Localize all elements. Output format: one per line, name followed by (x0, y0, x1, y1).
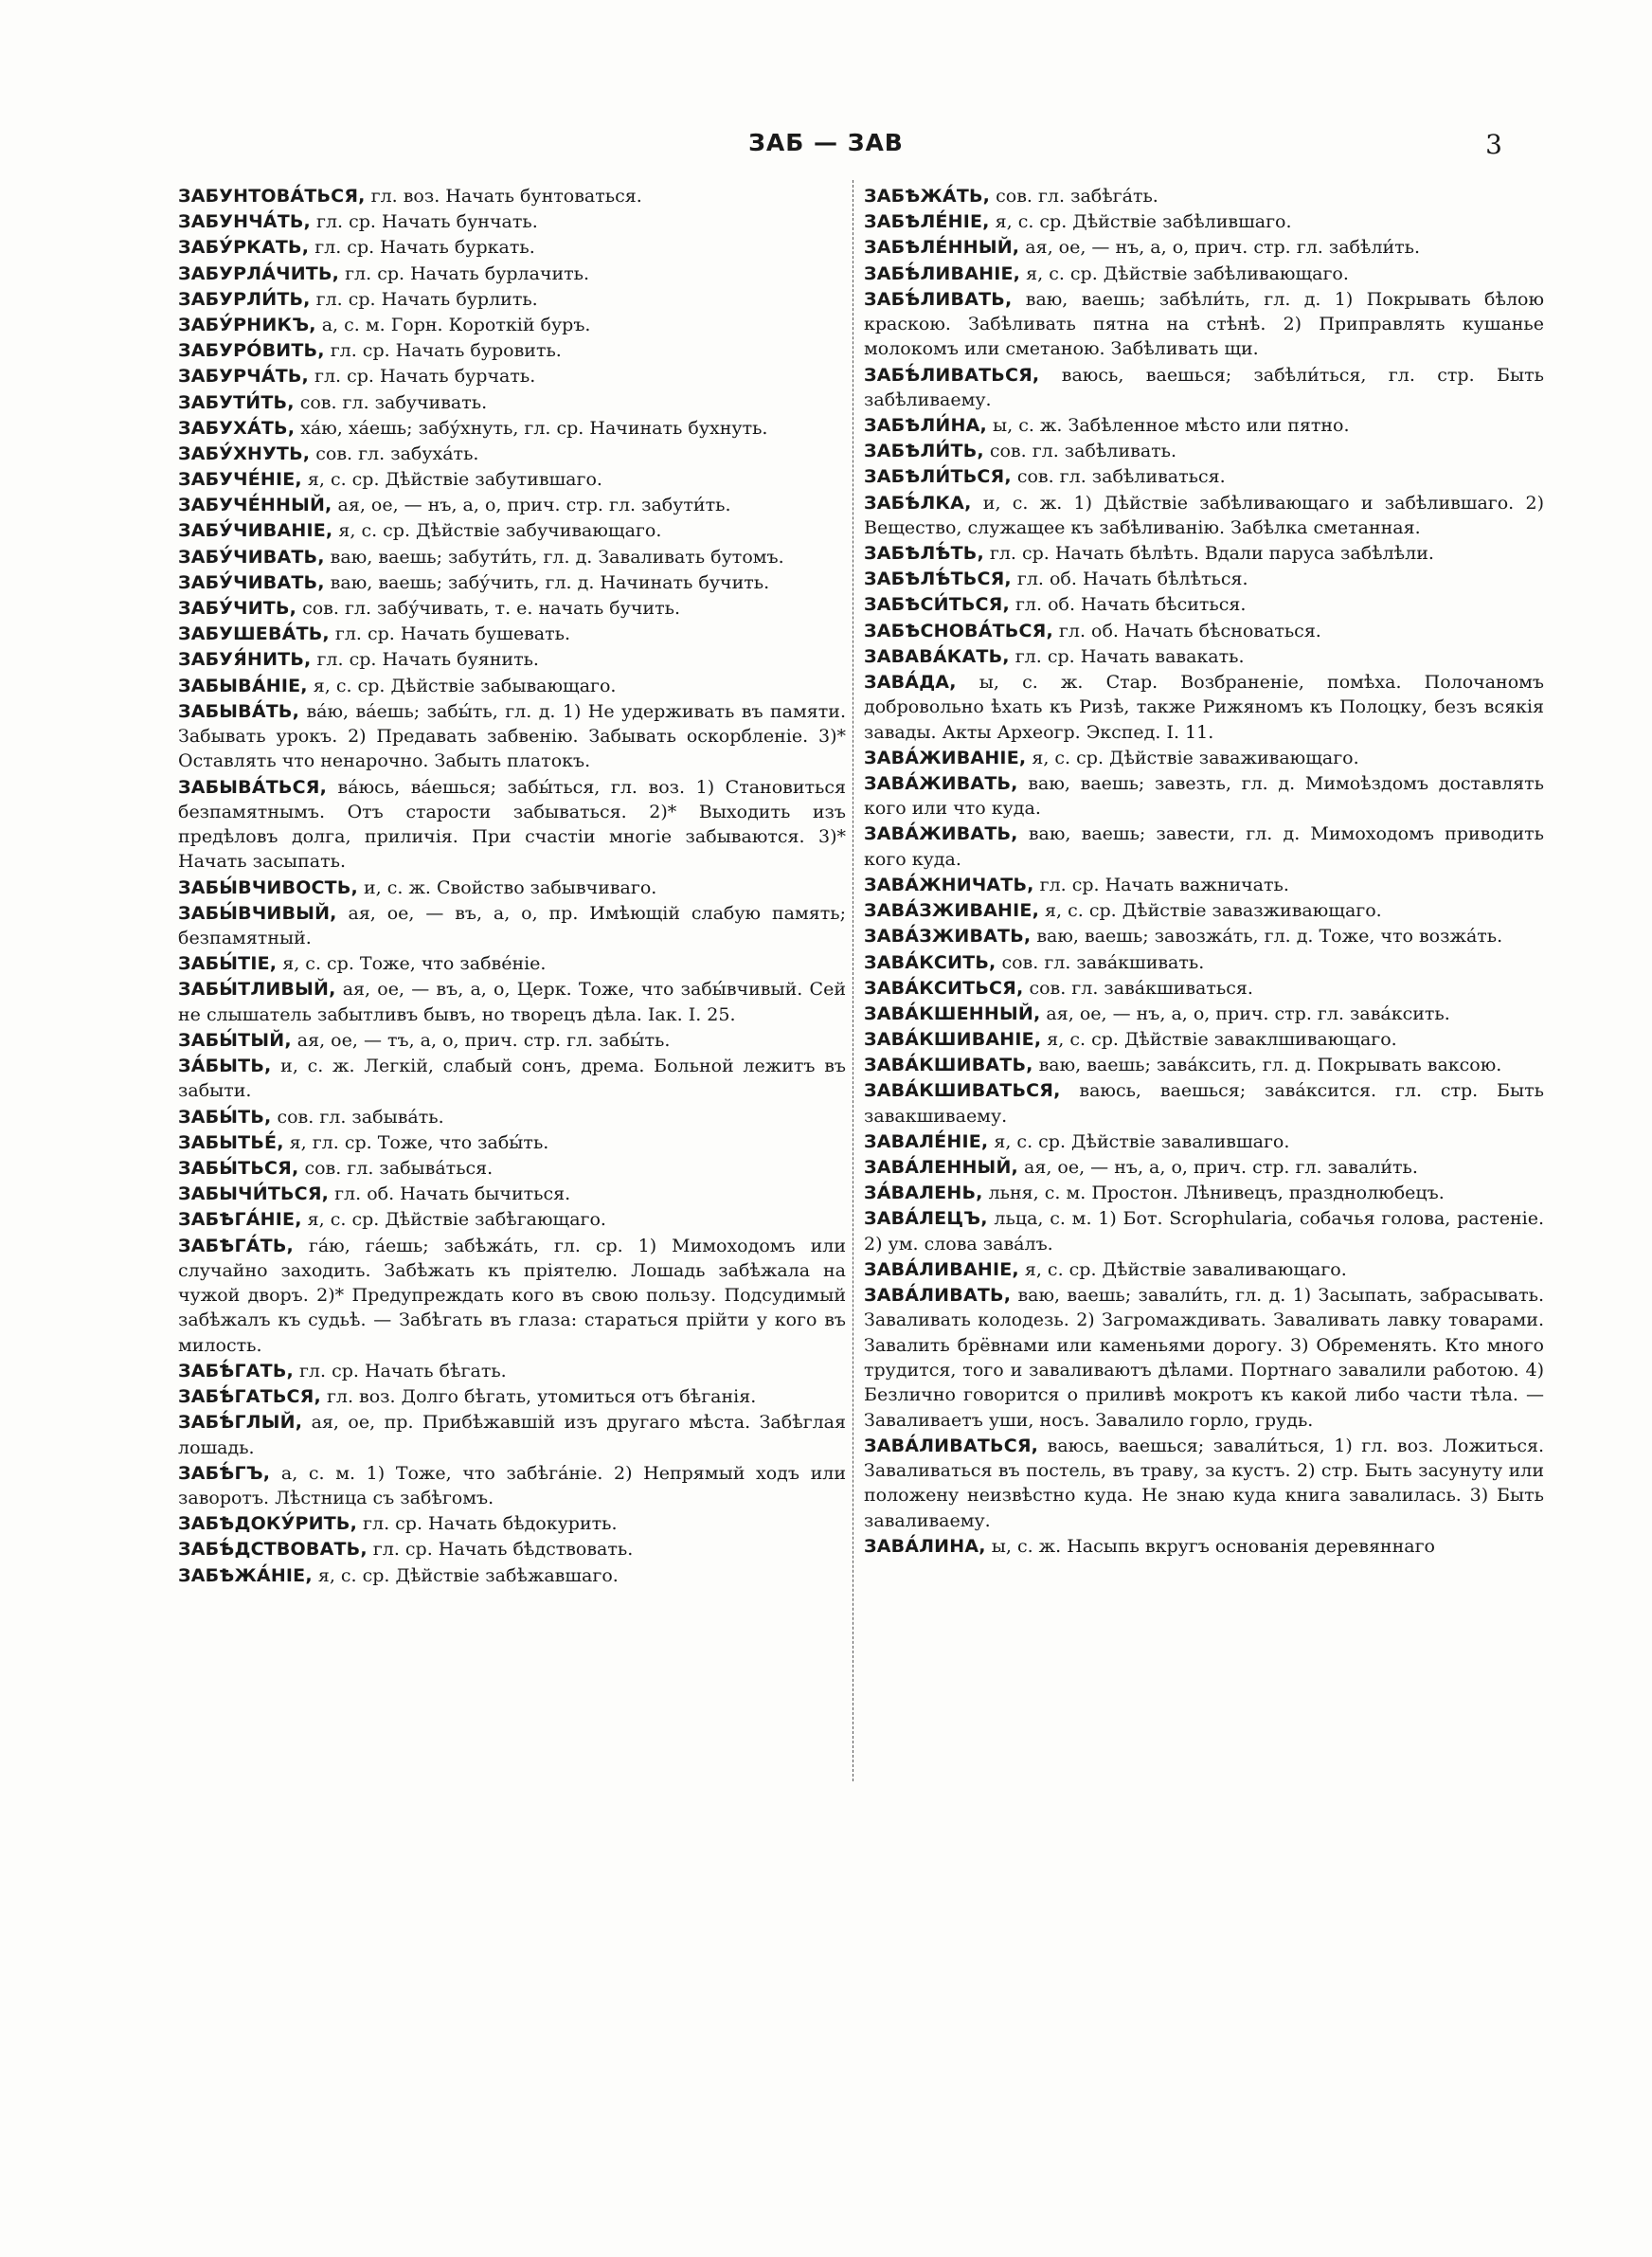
entry-headword: ЗАБѢ́ГАТЬ, (178, 1360, 294, 1381)
entry-headword: ЗАБЫ́ТЬСЯ, (178, 1158, 299, 1179)
entry-headword: ЗАВА́ЖИВАТЬ, (864, 823, 1018, 845)
dictionary-entry (178, 1130, 846, 1155)
entry-definition: ая, ое, — нъ, а, о, прич. стр. гл. зава́ксить. (1040, 1002, 1450, 1024)
entry-definition: ы, с. ж. Насыпь вкругъ основанія деревяннаго (985, 1535, 1435, 1557)
dictionary-entry (178, 467, 846, 492)
dictionary-entry (178, 1384, 846, 1409)
dictionary-entry (864, 413, 1544, 438)
dictionary-entry (864, 184, 1544, 208)
dictionary-entry (864, 950, 1544, 975)
dictionary-entry (864, 541, 1544, 566)
dictionary-entry (178, 1461, 846, 1511)
dictionary-entry (864, 644, 1544, 669)
entry-definition: гл. об. Начать бѣситься. (1009, 594, 1247, 616)
entry-headword: ЗАБѢСНОВА́ТЬСЯ, (864, 620, 1053, 641)
dictionary-entry (864, 439, 1544, 463)
entry-definition: ваю, ваешь; забу́чить, гл. д. Начинать бучить. (324, 571, 770, 593)
entry-definition: ваю, ваешь; завести, гл. д. Мимоходомъ приводить кого куда. (864, 823, 1544, 870)
entry-headword: ЗАБУРЧА́ТЬ, (178, 366, 309, 388)
entry-definition: га́ю, га́ешь; забѣжа́ть, гл. ср. 1) Мимоходомъ или случайно заходить. Забѣжать къ пріятелю. Лошадь забѣжала на чужой дворъ. 2)* Предупреждать кого въ свою пользу. Подсудимый забѣжалъ къ судьѣ. — Забѣгать въ глаза: стараться прійти у кого въ милость. (178, 1235, 846, 1356)
dictionary-entry (864, 1434, 1544, 1533)
right-column (864, 184, 1544, 1560)
entry-headword: ЗАБЫТЬЕ́, (178, 1131, 284, 1153)
dictionary-entry (178, 1105, 846, 1129)
entry-headword: ЗАБЫ́ТЛИВЫЙ, (178, 979, 336, 1001)
entry-definition: и, с. ж. Легкій, слабый сонъ, дрема. Больной лежитъ въ забыти. (178, 1056, 846, 1102)
entry-definition: ваю, ваешь; завозжа́ть, гл. д. Тоже, что возжа́ть. (1031, 926, 1503, 948)
entry-definition: льня, с. м. Простон. Лѣнивецъ, празднолюбецъ. (982, 1183, 1445, 1204)
entry-headword: ЗАБѢ́ГАТЬСЯ, (178, 1386, 321, 1408)
entry-definition: я, с. ср. Дѣйствіе забутившаго. (301, 469, 602, 491)
dictionary-entry (178, 1537, 846, 1562)
page-number: 3 (1485, 129, 1502, 160)
dictionary-entry (178, 184, 846, 208)
dictionary-entry (178, 876, 846, 900)
dictionary-entry (178, 493, 846, 517)
entry-headword: ЗАБѢЛѢ́ТЬСЯ, (864, 569, 1012, 590)
dictionary-entry (864, 1002, 1544, 1026)
dictionary-entry (178, 699, 846, 774)
entry-headword: ЗАБѢГА́НІЕ, (178, 1209, 302, 1231)
entry-definition: я, с. ср. Дѣйствіе заваживающаго. (1026, 747, 1359, 768)
entry-headword: ЗАВА́ЛИВАТЬСЯ, (864, 1435, 1039, 1456)
dictionary-entry (178, 235, 846, 260)
entry-definition: ая, ое, — нъ, а, о, прич. стр. гл. завали́ть. (1017, 1157, 1418, 1179)
entry-definition: ваю, ваешь; забѣли́ть, гл. д. 1) Покрывать бѣлою краскою. Забѣливать пятна на стѣнѣ. 2) Приправлять кушанье молокомъ или сметаною. Забѣливать щи. (864, 288, 1544, 360)
entry-definition: ая, ое, — нъ, а, о, прич. стр. гл. забѣли́ть. (1019, 237, 1421, 259)
dictionary-entry (178, 442, 846, 466)
entry-definition: гл. ср. Начать буянить. (311, 649, 539, 671)
entry-definition: сов. гл. зава́кшиваться. (1023, 977, 1253, 999)
entry-headword: ЗАБУ́ЧИВАНІЕ, (178, 520, 333, 542)
entry-headword: ЗАВА́КШИВАНІЕ, (864, 1029, 1042, 1051)
dictionary-entry (178, 977, 846, 1027)
left-column (178, 184, 846, 1589)
entry-definition: ы, с. ж. Забѣленное мѣсто или пятно. (986, 415, 1350, 437)
entry-headword: ЗАБѢЖА́ТЬ, (864, 186, 991, 207)
entry-headword: ЗАБЫВА́ТЬСЯ, (178, 776, 327, 798)
entry-headword: ЗАБУНТОВА́ТЬСЯ, (178, 186, 366, 207)
entry-headword: ЗАВА́ЛИВАТЬ, (864, 1285, 1012, 1307)
dictionary-entry (864, 1206, 1544, 1256)
dictionary-entry (178, 1563, 846, 1588)
entry-headword: ЗАБУ́ЧИВАТЬ, (178, 546, 325, 568)
dictionary-entry (178, 209, 846, 234)
entry-headword: ЗАВА́ЛИНА, (864, 1535, 986, 1557)
dictionary-entry (864, 287, 1544, 362)
entry-headword: ЗАБУРЛА́ЧИТЬ, (178, 262, 340, 284)
entry-definition: я, с. ср. Дѣйствіе забучивающаго. (332, 520, 662, 542)
dictionary-entry (864, 262, 1544, 286)
entry-definition: я, с. ср. Тоже, что забве́ніе. (277, 953, 547, 975)
entry-headword: ЗАБУТИ́ТЬ, (178, 391, 295, 413)
entry-headword: ЗАБЫ́ТІЕ, (178, 953, 278, 975)
entry-definition: льца, с. м. 1) Бот. Scrophularia, собачья голова, растеніе. 2) ум. слова зава́лъ. (864, 1208, 1544, 1255)
entry-headword: ЗАБѢ́ДСТВОВАТЬ, (178, 1539, 368, 1561)
entry-headword: ЗАБУРО́ВИТЬ, (178, 340, 325, 362)
entry-headword: ЗАБЫВА́НІЕ, (178, 675, 308, 696)
dictionary-entry (864, 1155, 1544, 1180)
dictionary-entry (178, 596, 846, 621)
entry-definition: я, с. ср. Дѣйствіе забѣжавшаго. (312, 1564, 619, 1586)
dictionary-entry (864, 363, 1544, 413)
entry-definition: гл. ср. Начать бѣгать. (293, 1360, 507, 1381)
entry-definition: ваюсь, ваешься; забѣли́ться, гл. стр. Быть забѣливаему. (864, 364, 1544, 410)
dictionary-entry (178, 570, 846, 595)
entry-headword: ЗАВА́ЗЖИВАНІЕ, (864, 900, 1040, 922)
entry-headword: ЗАБУ́ЧИТЬ, (178, 598, 297, 619)
entry-definition: сов. гл. забучивать. (294, 391, 488, 413)
dictionary-entry (178, 1511, 846, 1536)
entry-headword: ЗАВА́КШЕННЫЙ, (864, 1002, 1041, 1024)
entry-definition: гл. ср. Начать буровить. (324, 340, 562, 362)
dictionary-entry (864, 1181, 1544, 1205)
entry-headword: ЗАВА́ЖИВАНІЕ, (864, 747, 1027, 768)
dictionary-entry (864, 1053, 1544, 1077)
entry-headword: ЗАБЫ́ВЧИВЫЙ, (178, 902, 337, 924)
entry-headword: ЗАВА́ЗЖИВАТЬ, (864, 926, 1032, 948)
dictionary-entry (178, 518, 846, 543)
entry-headword: ЗАБЫ́ТЬ, (178, 1106, 272, 1128)
entry-definition: сов. гл. забѣливать. (983, 441, 1177, 462)
entry-definition: гл. ср. Начать бѣдокурить. (357, 1513, 618, 1535)
entry-headword: ЗАВА́ЛЕННЫЙ, (864, 1157, 1018, 1179)
entry-definition: сов. гл. забѣга́ть. (990, 186, 1158, 207)
dictionary-entry (178, 287, 846, 312)
entry-definition: гл. об. Начать бѣсноваться. (1052, 620, 1321, 641)
entry-headword: ЗАВАЛЕ́НІЕ, (864, 1130, 989, 1152)
entry-headword: ЗАБУЯ́НИТЬ, (178, 649, 312, 671)
entry-definition: гл. ср. Начать бурлить. (310, 288, 538, 310)
entry-headword: ЗАВА́ЖИВАТЬ, (864, 772, 1018, 794)
entry-headword: ЗАБѢ́ГЪ, (178, 1462, 271, 1484)
dictionary-entry (864, 491, 1544, 541)
entry-definition: ваю, ваешь; зава́ксить, гл. д. Покрывать ваксою. (1032, 1055, 1502, 1076)
entry-headword: ЗАБЫ́ТЫЙ, (178, 1029, 292, 1051)
entry-definition: ы, с. ж. Стар. Возбраненіе, помѣха. Полочаномъ добровольно ѣхать къ Ризѣ, такжe Рижяномъ къ Полоцку, безъ всякія завады. Акты Археогр. Экспед. I. 11. (864, 672, 1544, 743)
dictionary-entry (178, 364, 846, 388)
page-header: ЗАБ — ЗАВ (748, 129, 904, 156)
entry-headword: ЗАБѢ́ГЛЫЙ, (178, 1412, 303, 1434)
entry-definition: ваю, ваешь; завезть, гл. д. Мимоѣздомъ доставлять кого или что куда. (864, 772, 1544, 820)
entry-definition: ая, ое, — тъ, а, о, прич. стр. гл. забы́ть. (291, 1029, 671, 1051)
dictionary-entry (864, 822, 1544, 872)
dictionary-entry (178, 1207, 846, 1232)
dictionary-entry (178, 1156, 846, 1181)
entry-definition: я, с. ср. Дѣйствіе забывающаго. (307, 675, 617, 696)
entry-headword: ЗАБЫВА́ТЬ, (178, 700, 300, 722)
dictionary-entry (864, 464, 1544, 489)
entry-definition: гл. ср. Начать бурчать. (308, 366, 536, 388)
entry-headword: ЗАБЫЧИ́ТЬСЯ, (178, 1183, 330, 1205)
dictionary-entry (178, 313, 846, 337)
entry-headword: ЗАВА́ЛИВАНІЕ, (864, 1258, 1019, 1280)
entry-headword: ЗАБУШЕВА́ТЬ, (178, 623, 330, 645)
entry-definition: ваюсь, ваешься; завали́ться, 1) гл. воз. Ложиться. Заваливаться въ постель, въ траву, за кустъ. 2) стр. Быть засунуту или положену неизвѣстно куда. Не знаю куда книга завалилась. 3) Быть заваливаему. (864, 1435, 1544, 1531)
entry-headword: ЗАБУРЛИ́ТЬ, (178, 288, 311, 310)
entry-definition: я, с. ср. Дѣйствіе забѣгающаго. (301, 1209, 606, 1231)
entry-definition: гл. об. Начать бычиться. (329, 1183, 571, 1205)
entry-definition: сов. гл. забѣливаться. (1011, 466, 1226, 488)
entry-definition: ваю, ваешь; забути́ть, гл. д. Заваливать бутомъ. (324, 546, 784, 568)
entry-definition: гл. воз. Долго бѣгать, утомиться отъ бѣганія. (320, 1386, 757, 1408)
entry-definition: сов. гл. забыва́ть. (271, 1106, 444, 1128)
entry-headword: ЗАБѢЛИ́ТЬСЯ, (864, 466, 1012, 488)
entry-definition: я, с. ср. Дѣйствіе завазживающаго. (1039, 900, 1382, 922)
dictionary-entry (178, 416, 846, 441)
dictionary-entry (864, 670, 1544, 745)
entry-headword: ЗА́БЫТЬ, (178, 1056, 272, 1077)
entry-definition: гл. воз. Начать бунтоваться. (365, 186, 642, 207)
entry-definition: ая, ое, — нъ, а, о, прич. стр. гл. забути́ть. (332, 495, 731, 516)
entry-definition: сов. гл. забуха́ть. (310, 442, 479, 464)
entry-headword: ЗАБѢЖА́НІЕ, (178, 1564, 313, 1586)
entry-definition: гл. ср. Начать бурлачить. (339, 262, 590, 284)
entry-headword: ЗАБѢЛИ́ТЬ, (864, 441, 984, 462)
entry-definition: я, с. ср. Дѣйствіе заваливающаго. (1018, 1258, 1347, 1280)
dictionary-entry (178, 262, 846, 286)
entry-definition: гл. ср. Начать бѣлѣть. Вдали паруса забѣлѣли. (983, 543, 1434, 565)
dictionary-entry (864, 235, 1544, 260)
entry-headword: ЗАВА́ЛЕЦЪ, (864, 1208, 988, 1230)
entry-definition: а, с. м. Горн. Короткій буръ. (315, 314, 591, 335)
entry-definition: гл. ср. Начать важничать. (1033, 874, 1289, 895)
entry-headword: ЗАБѢЛѢ́ТЬ, (864, 543, 984, 565)
entry-definition: ха́ю, ха́ешь; забу́хнуть, гл. ср. Начинать бухнуть. (295, 417, 768, 439)
dictionary-entry (178, 338, 846, 363)
entry-definition: я, с. ср. Дѣйствіе заваклшивающаго. (1041, 1029, 1397, 1051)
dictionary-entry (864, 746, 1544, 770)
dictionary-entry (864, 567, 1544, 591)
entry-headword: ЗАБУ́ЧИВАТЬ, (178, 571, 325, 593)
dictionary-entry (864, 1283, 1544, 1433)
entry-definition: я, с. ср. Дѣйствіе забѣлившаго. (989, 211, 1292, 233)
dictionary-entry (178, 1028, 846, 1053)
entry-definition: сов. гл. забу́чивать, т. е. начать бучить. (296, 598, 680, 619)
entry-headword: ЗАБУЧЕ́НІЕ, (178, 469, 302, 491)
entry-definition: ва́юсь, ва́ешься; забы́ться, гл. воз. 1) Становиться безпамятнымъ. Отъ старости забываться. 2)* Выходить изъ предѣловъ долга, приличія. При счастіи многіе забываются. 3)* Начать засыпать. (178, 776, 846, 873)
dictionary-entry (864, 1129, 1544, 1154)
entry-definition: гл. ср. Начать бушевать. (329, 623, 570, 645)
entry-headword: ЗАВА́КСИТЬСЯ, (864, 977, 1024, 999)
entry-headword: ЗАВА́ДА, (864, 672, 957, 693)
entry-headword: ЗАВАВА́КАТЬ, (864, 645, 1010, 667)
entry-headword: ЗАБѢ́ЛИВАТЬСЯ, (864, 364, 1040, 386)
entry-headword: ЗАБУ́РНИКЪ, (178, 314, 316, 335)
entry-definition: и, с. ж. Свойство забывчиваго. (357, 876, 657, 898)
entry-headword: ЗАБУ́РКАТЬ, (178, 237, 310, 259)
entry-headword: ЗАВА́КШИВАТЬ, (864, 1055, 1033, 1076)
entry-definition: гл. об. Начать бѣлѣться. (1011, 569, 1248, 590)
entry-definition: гл. ср. Начать бѣдствовать. (367, 1539, 634, 1561)
dictionary-entry (178, 951, 846, 976)
entry-headword: ЗАБѢСИ́ТЬСЯ, (864, 594, 1010, 616)
dictionary-entry (178, 1410, 846, 1460)
entry-headword: ЗАБЫ́ВЧИВОСТЬ, (178, 876, 358, 898)
dictionary-entry (864, 1027, 1544, 1052)
entry-definition: я, с. ср. Дѣйствіе забѣливающаго. (1020, 262, 1349, 284)
dictionary-entry (864, 1534, 1544, 1559)
dictionary-entry (178, 647, 846, 672)
entry-definition: и, с. ж. 1) Дѣйствіе забѣливающаго и забѣлившаго. 2) Вещество, служащее къ забѣливанію. Забѣлка сметанная. (864, 492, 1544, 538)
entry-headword: ЗАБѢГА́ТЬ, (178, 1235, 294, 1256)
dictionary-entry (864, 209, 1544, 234)
entry-definition: сов. гл. зава́кшивать. (996, 951, 1205, 973)
dictionary-entry (178, 674, 846, 698)
entry-definition: сов. гл. забыва́ться. (298, 1158, 494, 1179)
entry-headword: ЗАБѢЛЕ́ННЫЙ, (864, 237, 1020, 259)
dictionary-entry (864, 619, 1544, 643)
entry-headword: ЗАВА́ЖНИЧАТЬ, (864, 874, 1034, 895)
entry-headword: ЗАБУНЧА́ТЬ, (178, 211, 311, 233)
entry-headword: ЗАБѢ́ЛИВАТЬ, (864, 288, 1013, 310)
entry-definition: я, гл. ср. Тоже, что забы́ть. (283, 1131, 549, 1153)
entry-definition: гл. ср. Начать буркать. (309, 237, 535, 259)
entry-headword: ЗА́ВАЛЕНЬ, (864, 1183, 983, 1204)
dictionary-entry (178, 1359, 846, 1383)
entry-definition: ва́ю, ва́ешь; забы́ть, гл. д. 1) Не удерживать въ памяти. Забывать урокъ. 2) Предавать забвенію. Забывать оскорбленіе. 3)* Оставлять что ненарочно. Забыть платокъ. (178, 700, 846, 772)
dictionary-entry (864, 592, 1544, 617)
dictionary-entry (178, 901, 846, 951)
entry-definition: я, с. ср. Дѣйствіе завалившаго. (988, 1130, 1290, 1152)
entry-headword: ЗАБѢ́ЛКА, (864, 492, 972, 514)
dictionary-entry (178, 1054, 846, 1104)
dictionary-entry (864, 924, 1544, 948)
dictionary-entry (178, 1182, 846, 1206)
dictionary-entry (178, 545, 846, 569)
dictionary-entry (178, 390, 846, 415)
dictionary-entry (864, 873, 1544, 897)
entry-definition: ваю, ваешь; завали́ть, гл. д. 1) Засыпать, забрасывать. Заваливать колодезь. 2) Загромаждивать. Заваливать лавку товарами. Завалить брёвнами или каменьями дорогу. 3) Обременять. Кто много трудится, того и заваливаютъ дѣлами. Портнаго завалили работою. 4) Безлично говорится о приливѣ мокротъ къ какой либо части тѣла. — Заваливаетъ уши, носъ. Завалило горло, грудь. (864, 1285, 1544, 1431)
dictionary-entry (178, 775, 846, 875)
entry-headword: ЗАБѢЛЕ́НІЕ, (864, 211, 990, 233)
entry-headword: ЗАВА́КШИВАТЬСЯ, (864, 1080, 1061, 1102)
entry-headword: ЗАБУЧЕ́ННЫЙ, (178, 495, 332, 516)
entry-headword: ЗАБѢЛИ́НА, (864, 415, 987, 437)
dictionary-entry (178, 1234, 846, 1358)
entry-definition: ваюсь, ваешься; зава́ксится. гл. стр. Быть завакшиваему. (864, 1080, 1544, 1127)
dictionary-entry (864, 898, 1544, 923)
entry-definition: ая, ое, — въ, а, о, пр. Имѣющій слабую память; безпамятный. (178, 902, 846, 949)
entry-definition: ая, ое, — въ, а, о, Церк. Тоже, что забы́вчивый. Сей не слышатель забытливъ бывъ, но творецъ дѣла. Iак. I. 25. (178, 979, 846, 1025)
dictionary-entry (864, 976, 1544, 1001)
entry-headword: ЗАБУХА́ТЬ, (178, 417, 296, 439)
entry-headword: ЗАБѢДОКУ́РИТЬ, (178, 1513, 357, 1535)
entry-headword: ЗАБѢ́ЛИВАНІЕ, (864, 262, 1021, 284)
entry-definition: гл. ср. Начать вавакать. (1009, 645, 1245, 667)
entry-definition: а, с. м. 1) Тоже, что забѣга́ніе. 2) Непрямый ходъ или заворотъ. Лѣстница съ забѣгомъ. (178, 1462, 846, 1509)
entry-headword: ЗАВА́КСИТЬ, (864, 951, 997, 973)
dictionary-entry (864, 771, 1544, 822)
entry-headword: ЗАБУ́ХНУТЬ, (178, 442, 311, 464)
entry-definition: гл. ср. Начать бунчать. (310, 211, 538, 233)
dictionary-entry (864, 1078, 1544, 1128)
dictionary-entry (178, 622, 846, 646)
entry-definition: ая, ое, пр. Прибѣжавшій изъ другаго мѣста. Забѣглая лошадь. (178, 1412, 846, 1458)
dictionary-entry (864, 1257, 1544, 1282)
